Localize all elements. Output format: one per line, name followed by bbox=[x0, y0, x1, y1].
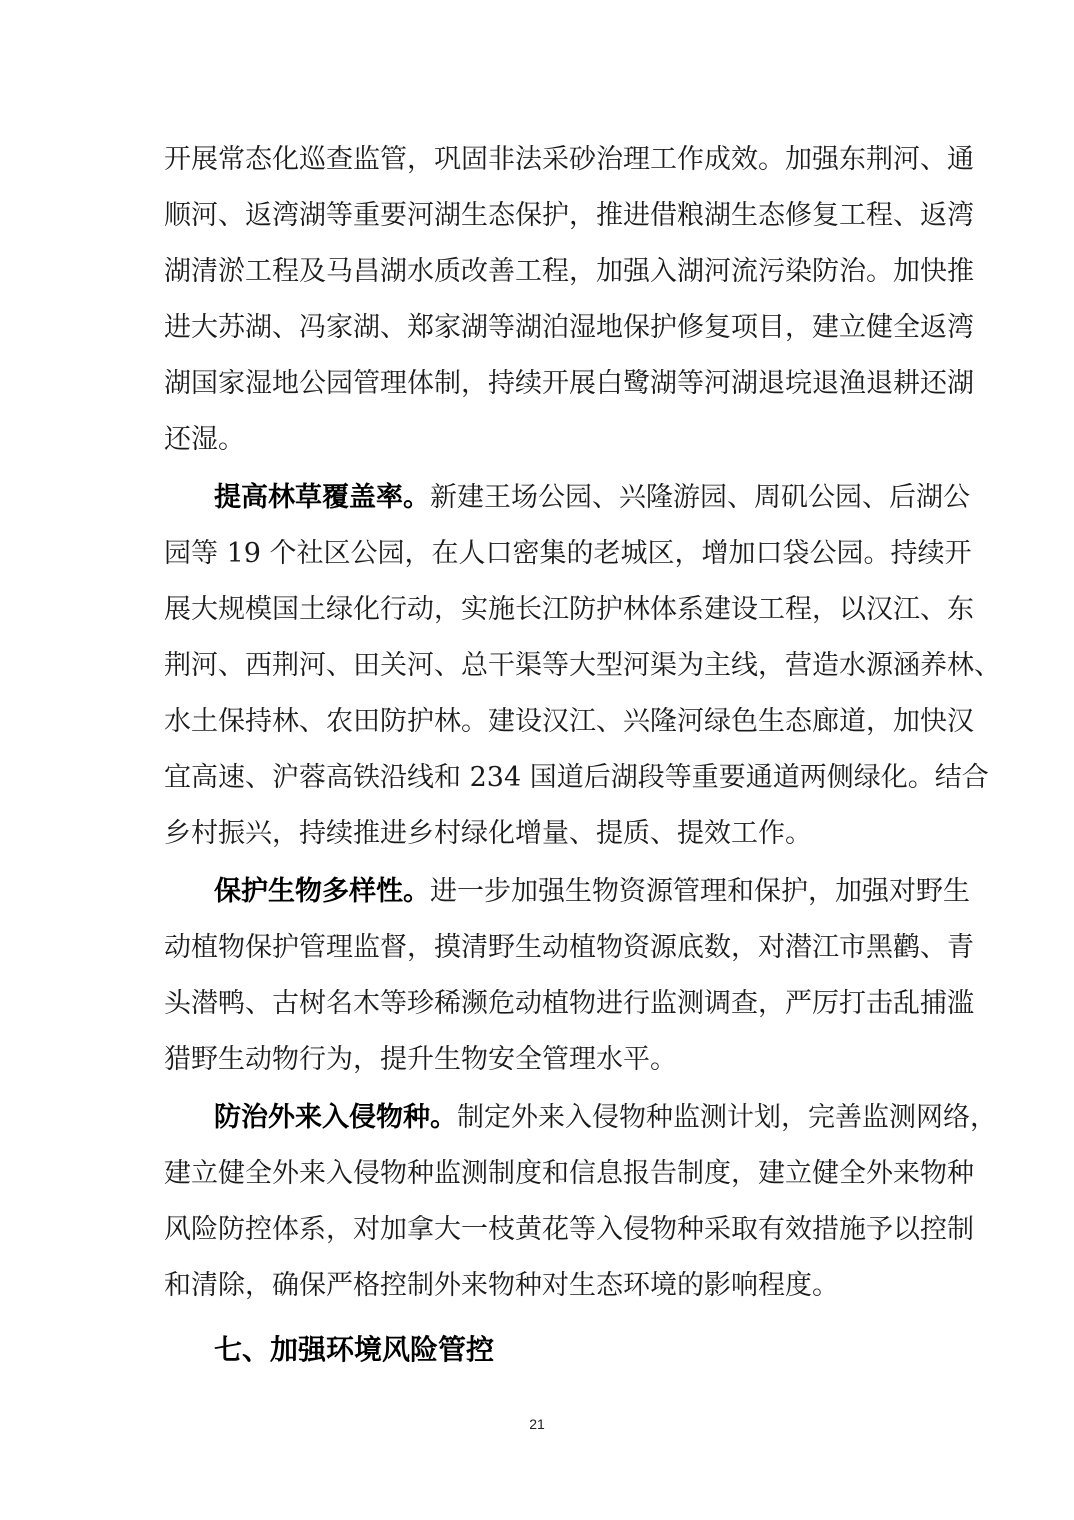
paragraph-heading: 提高林草覆盖率。 bbox=[214, 482, 430, 513]
paragraph-heading: 防治外来入侵物种。 bbox=[214, 1102, 457, 1133]
paragraph-line: 还湿。 bbox=[164, 424, 245, 455]
paragraph-line: 头潜鸭、古树名木等珍稀濒危动植物进行监测调查，严厉打击乱捕滥 bbox=[164, 988, 974, 1019]
paragraph-line: 宜高速、沪蓉高铁沿线和 234 国道后湖段等重要通道两侧绿化。结合 bbox=[164, 762, 989, 793]
section-heading: 七、加强环境风险管控 bbox=[214, 1333, 495, 1366]
paragraph-line: 和清除，确保严格控制外来物种对生态环境的影响程度。 bbox=[164, 1270, 839, 1301]
paragraph-line: 建立健全外来入侵物种监测制度和信息报告制度，建立健全外来物种 bbox=[164, 1158, 974, 1189]
paragraph-line: 动植物保护管理监督，摸清野生动植物资源底数，对潜江市黑鹳、青 bbox=[164, 932, 974, 963]
paragraph-line: 开展常态化巡查监管，巩固非法采砂治理工作成效。加强东荆河、通 bbox=[164, 144, 974, 175]
paragraph-first-line bbox=[214, 478, 970, 518]
paragraph-line: 风险防控体系，对加拿大一枝黄花等入侵物种采取有效措施予以控制 bbox=[164, 1214, 974, 1245]
paragraph-line: 顺河、返湾湖等重要河湖生态保护，推进借粮湖生态修复工程、返湾 bbox=[164, 200, 974, 231]
paragraph-line: 猎野生动物行为，提升生物安全管理水平。 bbox=[164, 1044, 677, 1075]
paragraph-line: 乡村振兴，持续推进乡村绿化增量、提质、提效工作。 bbox=[164, 818, 812, 849]
page-number: 21 bbox=[529, 1416, 545, 1432]
paragraph-heading: 保护生物多样性。 bbox=[214, 876, 430, 907]
paragraph-line: 湖清淤工程及马昌湖水质改善工程，加强入湖河流污染防治。加快推 bbox=[164, 256, 974, 287]
paragraph-first-line bbox=[214, 872, 970, 912]
paragraph-text: 新建王场公园、兴隆游园、周矶公园、后湖公 bbox=[430, 482, 970, 513]
paragraph-line: 园等 19 个社区公园，在人口密集的老城区，增加口袋公园。持续开 bbox=[164, 538, 972, 569]
paragraph-text: 进一步加强生物资源管理和保护，加强对野生 bbox=[430, 876, 970, 907]
paragraph-line: 湖国家湿地公园管理体制，持续开展白鹭湖等河湖退垸退渔退耕还湖 bbox=[164, 368, 974, 399]
paragraph-line: 水土保持林、农田防护林。建设汉江、兴隆河绿色生态廊道，加快汉 bbox=[164, 706, 974, 737]
paragraph-line: 荆河、西荆河、田关河、总干渠等大型河渠为主线，营造水源涵养林、 bbox=[164, 650, 1001, 681]
paragraph-first-line bbox=[214, 1098, 997, 1138]
paragraph-line: 展大规模国土绿化行动，实施长江防护林体系建设工程，以汉江、东 bbox=[164, 594, 974, 625]
paragraph-text: 制定外来入侵物种监测计划，完善监测网络， bbox=[457, 1102, 997, 1133]
paragraph-line: 进大苏湖、冯家湖、郑家湖等湖泊湿地保护修复项目，建立健全返湾 bbox=[164, 312, 974, 343]
